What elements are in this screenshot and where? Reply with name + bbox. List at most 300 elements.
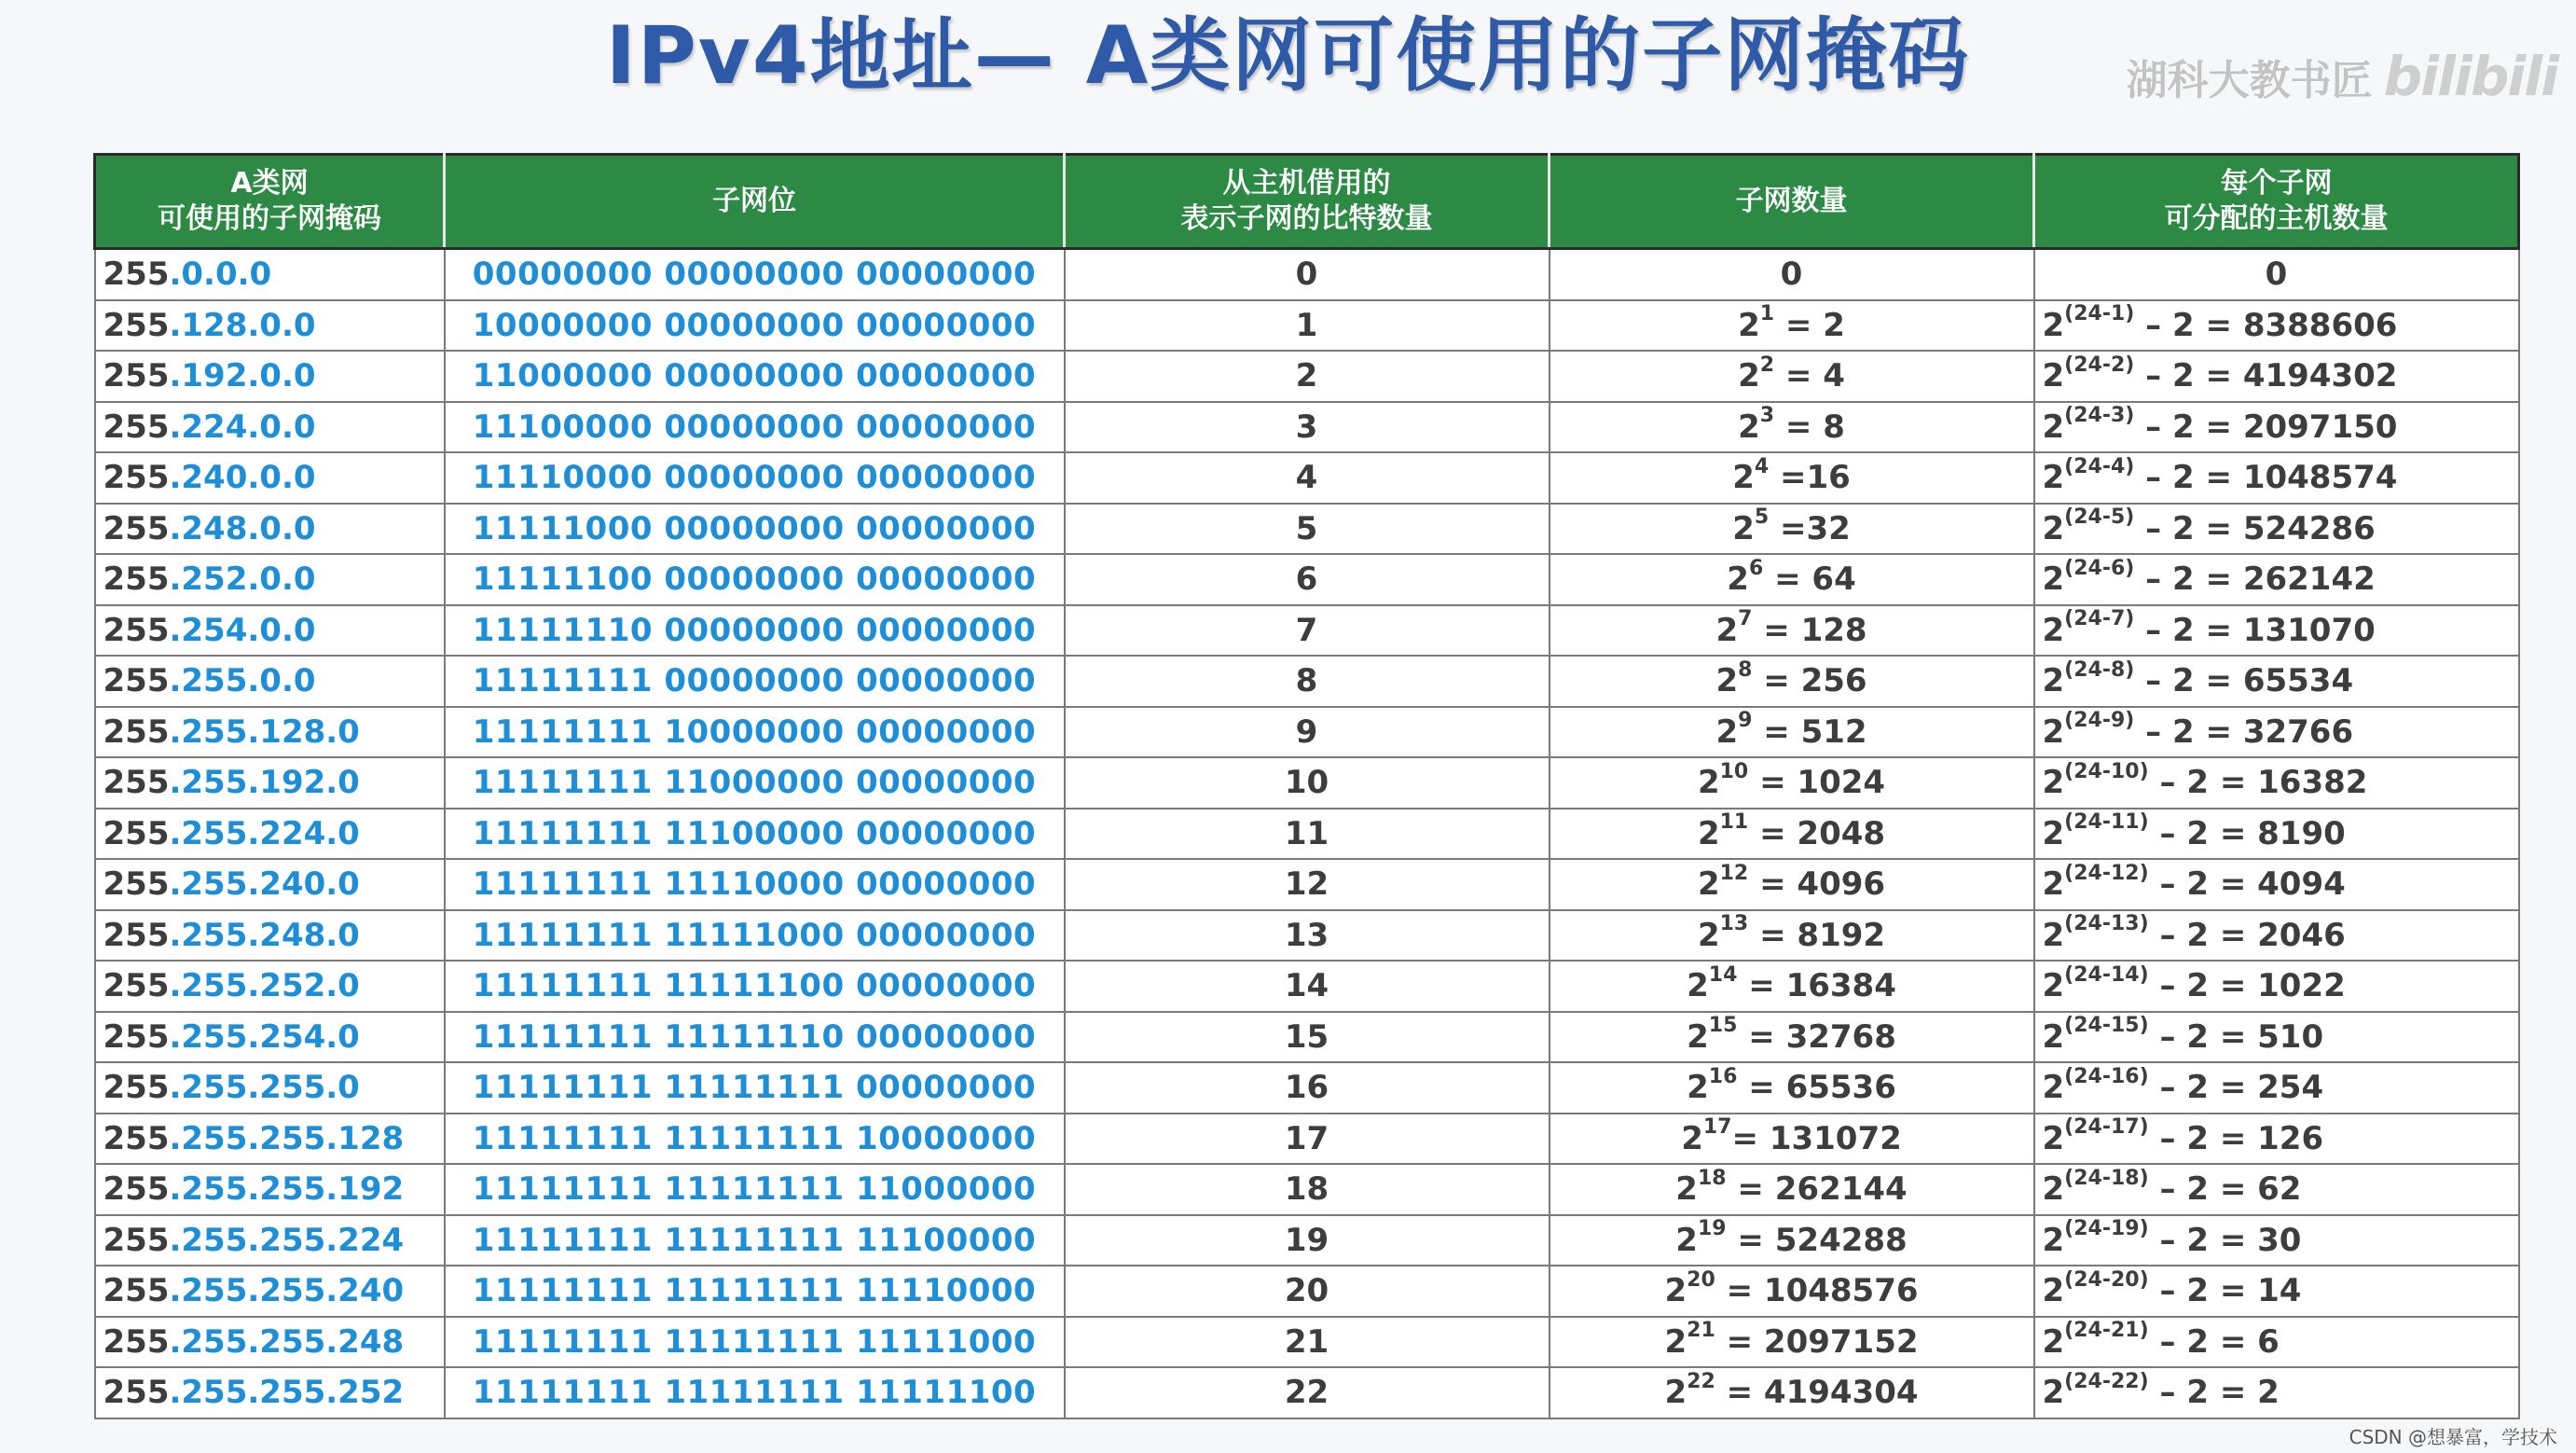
cell-subnet-bits bbox=[445, 249, 1065, 300]
subnet-mask-table bbox=[93, 153, 2520, 1419]
table-row bbox=[95, 300, 2519, 352]
cell-borrowed-bits bbox=[1065, 504, 1550, 555]
host-count-result: – 2 = 6 bbox=[2148, 1322, 2280, 1361]
mask-rest: .255.192.0 bbox=[169, 764, 360, 802]
cell-subnet-bits bbox=[445, 351, 1065, 402]
subnet-count-plain: 0 bbox=[1780, 256, 1803, 294]
cell-host-count bbox=[2034, 859, 2519, 910]
mask-prefix: 255 bbox=[103, 1017, 170, 1056]
host-count-result: – 2 = 254 bbox=[2148, 1069, 2324, 1107]
subnet-count-exponent: 10 bbox=[1719, 759, 1749, 783]
host-count-result: – 2 = 4094 bbox=[2148, 865, 2346, 904]
host-count-base: 2 bbox=[2042, 662, 2065, 700]
cell-subnet-count bbox=[1550, 656, 2034, 707]
cell-host-count bbox=[2034, 300, 2519, 352]
cell-borrowed-bits bbox=[1065, 249, 1550, 300]
subnet-count-base: 2 bbox=[1715, 713, 1739, 751]
cell-borrowed-bits bbox=[1065, 961, 1550, 1012]
subnet-count-base: 2 bbox=[1687, 1017, 1709, 1056]
subnet-bits-value: 11111111 11111111 11111100 bbox=[472, 1374, 1037, 1412]
host-count-base: 2 bbox=[2042, 459, 2065, 497]
borrowed-bits-value: 19 bbox=[1284, 1221, 1329, 1259]
cell-host-count bbox=[2034, 452, 2519, 504]
host-count-result: – 2 = 1048574 bbox=[2134, 459, 2398, 497]
borrowed-bits-value: 6 bbox=[1295, 560, 1318, 599]
subnet-bits-value: 11111111 11110000 00000000 bbox=[472, 865, 1037, 904]
table-row bbox=[95, 961, 2519, 1012]
subnet-count-base: 2 bbox=[1687, 967, 1709, 1005]
subnet-count-result: = 128 bbox=[1752, 611, 1867, 649]
host-count-exponent: (24-2) bbox=[2064, 353, 2135, 377]
host-count-base: 2 bbox=[2042, 814, 2065, 852]
mask-prefix: 255 bbox=[103, 1374, 170, 1412]
subnet-count-base: 2 bbox=[1697, 916, 1720, 954]
header-host-count-line1: 每个子网 bbox=[2220, 167, 2333, 200]
cell-host-count bbox=[2034, 910, 2519, 962]
mask-rest: .248.0.0 bbox=[169, 509, 316, 547]
cell-borrowed-bits bbox=[1065, 1114, 1550, 1165]
mask-rest: .255.255.128 bbox=[169, 1119, 405, 1157]
cell-host-count bbox=[2034, 249, 2519, 300]
host-count-result: – 2 = 524286 bbox=[2134, 509, 2376, 547]
mask-rest: .240.0.0 bbox=[169, 459, 316, 497]
cell-subnet-bits bbox=[445, 1114, 1065, 1165]
host-count-exponent: (24-10) bbox=[2064, 759, 2149, 783]
host-count-result: – 2 = 30 bbox=[2148, 1221, 2302, 1259]
cell-subnet-count bbox=[1550, 809, 2034, 860]
cell-host-count bbox=[2034, 1164, 2519, 1215]
cell-subnet-count bbox=[1550, 1367, 2034, 1418]
cell-subnet-mask bbox=[95, 1164, 445, 1215]
mask-prefix: 255 bbox=[103, 408, 170, 446]
table-row bbox=[95, 910, 2519, 962]
cell-subnet-mask bbox=[95, 351, 445, 402]
host-count-base: 2 bbox=[2042, 611, 2065, 649]
subnet-count-exponent: 6 bbox=[1748, 556, 1764, 580]
cell-subnet-bits bbox=[445, 707, 1065, 758]
cell-subnet-count bbox=[1550, 605, 2034, 657]
mask-prefix: 255 bbox=[103, 865, 170, 904]
subnet-count-result: = 65536 bbox=[1737, 1069, 1896, 1107]
host-count-exponent: (24-14) bbox=[2064, 962, 2149, 987]
cell-host-count bbox=[2034, 504, 2519, 555]
host-count-base: 2 bbox=[2042, 1119, 2065, 1157]
subnet-count-exponent: 12 bbox=[1719, 861, 1749, 885]
cell-subnet-mask bbox=[95, 707, 445, 758]
subnet-count-exponent: 3 bbox=[1759, 404, 1775, 428]
table-row bbox=[95, 1266, 2519, 1317]
cell-subnet-bits bbox=[445, 605, 1065, 657]
mask-prefix: 255 bbox=[103, 1069, 170, 1107]
cell-subnet-count bbox=[1550, 300, 2034, 352]
cell-subnet-count bbox=[1550, 757, 2034, 809]
subnet-count-exponent: 15 bbox=[1708, 1014, 1738, 1038]
cell-subnet-mask bbox=[95, 910, 445, 962]
subnet-count-result: = 1024 bbox=[1748, 764, 1886, 802]
host-count-exponent: (24-13) bbox=[2064, 912, 2149, 936]
subnet-count-exponent: 5 bbox=[1754, 505, 1770, 530]
subnet-count-result: = 2097152 bbox=[1715, 1322, 1919, 1361]
table-row bbox=[95, 1215, 2519, 1266]
subnet-bits-value: 11111111 11111110 00000000 bbox=[472, 1017, 1037, 1056]
host-count-result: – 2 = 2097150 bbox=[2134, 408, 2398, 446]
table-row bbox=[95, 809, 2519, 860]
cell-host-count bbox=[2034, 554, 2519, 605]
borrowed-bits-value: 2 bbox=[1295, 357, 1318, 395]
cell-borrowed-bits bbox=[1065, 707, 1550, 758]
cell-host-count bbox=[2034, 707, 2519, 758]
host-count-result: – 2 = 1022 bbox=[2148, 967, 2346, 1005]
cell-borrowed-bits bbox=[1065, 554, 1550, 605]
cell-host-count bbox=[2034, 1266, 2519, 1317]
subnet-count-base: 2 bbox=[1715, 611, 1739, 649]
host-count-result: – 2 = 126 bbox=[2148, 1119, 2324, 1157]
subnet-count-result: = 1048576 bbox=[1715, 1272, 1919, 1310]
mask-prefix: 255 bbox=[103, 560, 170, 599]
subnet-count-base: 2 bbox=[1675, 1170, 1698, 1209]
cell-subnet-count bbox=[1550, 1062, 2034, 1114]
host-count-result: – 2 = 131070 bbox=[2134, 611, 2376, 649]
subnet-count-result: = 8 bbox=[1774, 408, 1845, 446]
host-count-result: – 2 = 262142 bbox=[2134, 560, 2376, 599]
subnet-bits-value: 11111111 11000000 00000000 bbox=[472, 764, 1037, 802]
watermark-text: 湖科大教书匠 bbox=[2126, 57, 2373, 104]
subnet-count-exponent: 4 bbox=[1754, 454, 1770, 478]
cell-subnet-bits bbox=[445, 1062, 1065, 1114]
subnet-count-result: = 8192 bbox=[1748, 916, 1886, 954]
borrowed-bits-value: 16 bbox=[1284, 1069, 1329, 1107]
cell-host-count bbox=[2034, 1215, 2519, 1266]
subnet-bits-value: 11111111 11111000 00000000 bbox=[472, 916, 1037, 954]
cell-subnet-mask bbox=[95, 554, 445, 605]
host-count-base: 2 bbox=[2042, 1374, 2065, 1412]
host-count-base: 2 bbox=[2042, 916, 2065, 954]
host-count-result: – 2 = 16382 bbox=[2148, 764, 2368, 802]
mask-rest: .254.0.0 bbox=[169, 611, 316, 649]
mask-rest: .128.0.0 bbox=[169, 306, 316, 344]
cell-subnet-mask bbox=[95, 402, 445, 453]
host-count-base: 2 bbox=[2042, 1322, 2065, 1361]
table-row bbox=[95, 605, 2519, 657]
host-count-base: 2 bbox=[2042, 764, 2065, 802]
mask-prefix: 255 bbox=[103, 713, 170, 751]
mask-rest: .255.255.224 bbox=[169, 1221, 405, 1259]
host-count-exponent: (24-17) bbox=[2064, 1115, 2149, 1140]
subnet-mask-table-container bbox=[93, 153, 2517, 1419]
cell-subnet-bits bbox=[445, 1266, 1065, 1317]
table-row bbox=[95, 402, 2519, 453]
host-count-exponent: (24-15) bbox=[2064, 1014, 2149, 1038]
host-count-result: – 2 = 4194302 bbox=[2134, 357, 2398, 395]
subnet-count-exponent: 17 bbox=[1702, 1115, 1732, 1140]
borrowed-bits-value: 15 bbox=[1284, 1017, 1329, 1056]
subnet-count-exponent: 7 bbox=[1738, 607, 1753, 631]
host-count-result: – 2 = 8388606 bbox=[2134, 306, 2398, 344]
host-count-base: 2 bbox=[2042, 306, 2065, 344]
cell-borrowed-bits bbox=[1065, 605, 1550, 657]
mask-rest: .255.255.0 bbox=[169, 1069, 360, 1107]
subnet-count-result: = 4096 bbox=[1748, 865, 1886, 904]
subnet-count-base: 2 bbox=[1697, 814, 1720, 852]
mask-prefix: 255 bbox=[103, 306, 170, 344]
cell-subnet-count bbox=[1550, 961, 2034, 1012]
subnet-count-exponent: 16 bbox=[1708, 1064, 1738, 1088]
cell-subnet-bits bbox=[445, 1012, 1065, 1063]
subnet-count-exponent: 18 bbox=[1697, 1166, 1727, 1190]
mask-rest: .255.255.192 bbox=[169, 1170, 405, 1209]
cell-subnet-bits bbox=[445, 1317, 1065, 1368]
cell-borrowed-bits bbox=[1065, 1266, 1550, 1317]
subnet-count-exponent: 21 bbox=[1687, 1319, 1715, 1343]
subnet-count-result: = 2 bbox=[1774, 306, 1845, 344]
host-count-result: – 2 = 62 bbox=[2148, 1170, 2302, 1209]
cell-host-count bbox=[2034, 757, 2519, 809]
subnet-count-base: 2 bbox=[1738, 306, 1760, 344]
watermark bbox=[2127, 45, 2557, 108]
host-count-base: 2 bbox=[2042, 1221, 2065, 1259]
subnet-count-result: = 524288 bbox=[1726, 1221, 1908, 1259]
cell-subnet-count bbox=[1550, 1215, 2034, 1266]
cell-host-count bbox=[2034, 351, 2519, 402]
cell-subnet-count bbox=[1550, 1012, 2034, 1063]
subnet-bits-value: 11111111 11111111 11111000 bbox=[472, 1322, 1037, 1361]
cell-subnet-count bbox=[1550, 249, 2034, 300]
header-mask-line2: 可使用的子网掩码 bbox=[158, 202, 381, 235]
subnet-count-exponent: 1 bbox=[1759, 302, 1775, 326]
borrowed-bits-value: 5 bbox=[1295, 509, 1318, 547]
mask-rest: .252.0.0 bbox=[169, 560, 316, 599]
subnet-count-exponent: 19 bbox=[1697, 1217, 1727, 1241]
subnet-count-base: 2 bbox=[1675, 1221, 1698, 1259]
subnet-bits-value: 11111110 00000000 00000000 bbox=[472, 611, 1037, 649]
mask-prefix: 255 bbox=[103, 1221, 170, 1259]
subnet-count-base: 2 bbox=[1697, 865, 1720, 904]
bilibili-logo-icon: bilibili bbox=[2383, 45, 2557, 108]
host-count-base: 2 bbox=[2042, 509, 2065, 547]
mask-rest: .224.0.0 bbox=[169, 408, 316, 446]
host-count-exponent: (24-5) bbox=[2064, 505, 2135, 530]
cell-subnet-bits bbox=[445, 1367, 1065, 1418]
cell-subnet-bits bbox=[445, 554, 1065, 605]
borrowed-bits-value: 3 bbox=[1295, 408, 1318, 446]
cell-subnet-mask bbox=[95, 1062, 445, 1114]
page-title: IPv4地址— A类网可使用的子网掩码 bbox=[605, 9, 1971, 103]
cell-borrowed-bits bbox=[1065, 1317, 1550, 1368]
table-row bbox=[95, 249, 2519, 300]
subnet-count-exponent: 13 bbox=[1719, 912, 1749, 936]
cell-borrowed-bits bbox=[1065, 300, 1550, 352]
host-count-exponent: (24-22) bbox=[2064, 1369, 2149, 1393]
cell-subnet-count bbox=[1550, 504, 2034, 555]
host-count-exponent: (24-3) bbox=[2064, 404, 2135, 428]
mask-prefix: 255 bbox=[103, 1272, 170, 1310]
host-count-exponent: (24-8) bbox=[2064, 657, 2135, 682]
mask-rest: .255.224.0 bbox=[169, 814, 360, 852]
subnet-count-base: 2 bbox=[1664, 1374, 1687, 1412]
csdn-credit: CSDN @想暴富，学技术 bbox=[2349, 1426, 2557, 1448]
subnet-count-exponent: 2 bbox=[1759, 353, 1775, 377]
subnet-bits-value: 11111000 00000000 00000000 bbox=[472, 509, 1037, 547]
cell-borrowed-bits bbox=[1065, 1012, 1550, 1063]
borrowed-bits-value: 1 bbox=[1295, 306, 1318, 344]
subnet-bits-value: 00000000 00000000 00000000 bbox=[472, 256, 1037, 294]
subnet-count-result: = 512 bbox=[1752, 713, 1867, 751]
mask-prefix: 255 bbox=[103, 1322, 170, 1361]
subnet-count-exponent: 14 bbox=[1708, 962, 1738, 987]
subnet-bits-value: 11111111 11111111 11100000 bbox=[472, 1221, 1037, 1259]
mask-prefix: 255 bbox=[103, 1170, 170, 1209]
subnet-count-exponent: 9 bbox=[1738, 709, 1753, 733]
subnet-count-result: = 2048 bbox=[1748, 814, 1886, 852]
cell-borrowed-bits bbox=[1065, 1164, 1550, 1215]
borrowed-bits-value: 11 bbox=[1284, 814, 1329, 852]
mask-prefix: 255 bbox=[103, 967, 170, 1005]
cell-borrowed-bits bbox=[1065, 859, 1550, 910]
host-count-base: 2 bbox=[2042, 967, 2065, 1005]
mask-rest: .0.0.0 bbox=[169, 256, 272, 294]
borrowed-bits-value: 22 bbox=[1284, 1374, 1329, 1412]
cell-subnet-mask bbox=[95, 1012, 445, 1063]
host-count-base: 2 bbox=[2042, 865, 2065, 904]
host-count-exponent: (24-19) bbox=[2064, 1217, 2149, 1241]
header-subnet-bits bbox=[445, 155, 1065, 249]
cell-borrowed-bits bbox=[1065, 910, 1550, 962]
subnet-count-base: 2 bbox=[1697, 764, 1720, 802]
subnet-count-base: 2 bbox=[1664, 1272, 1687, 1310]
table-row bbox=[95, 1114, 2519, 1165]
borrowed-bits-value: 17 bbox=[1284, 1119, 1329, 1157]
cell-subnet-mask bbox=[95, 1266, 445, 1317]
subnet-count-result: = 16384 bbox=[1737, 967, 1896, 1005]
cell-subnet-bits bbox=[445, 1164, 1065, 1215]
host-count-base: 2 bbox=[2042, 1069, 2065, 1107]
header-host-count bbox=[2034, 155, 2519, 249]
subnet-count-exponent: 20 bbox=[1687, 1267, 1715, 1292]
borrowed-bits-value: 4 bbox=[1295, 459, 1318, 497]
subnet-bits-value: 11111111 11111100 00000000 bbox=[472, 967, 1037, 1005]
header-borrowed-bits bbox=[1065, 155, 1550, 249]
subnet-count-result: =32 bbox=[1769, 509, 1851, 547]
cell-subnet-mask bbox=[95, 452, 445, 504]
host-count-base: 2 bbox=[2042, 1017, 2065, 1056]
table-row bbox=[95, 1317, 2519, 1368]
mask-prefix: 255 bbox=[103, 916, 170, 954]
subnet-count-result: = 4 bbox=[1774, 357, 1845, 395]
table-row bbox=[95, 504, 2519, 555]
subnet-count-result: = 256 bbox=[1752, 662, 1867, 700]
cell-subnet-count bbox=[1550, 554, 2034, 605]
host-count-exponent: (24-20) bbox=[2064, 1267, 2149, 1292]
mask-prefix: 255 bbox=[103, 764, 170, 802]
cell-borrowed-bits bbox=[1065, 452, 1550, 504]
table-header-row bbox=[95, 155, 2519, 249]
host-count-exponent: (24-21) bbox=[2064, 1319, 2149, 1343]
subnet-count-exponent: 11 bbox=[1719, 810, 1749, 835]
table-row bbox=[95, 1164, 2519, 1215]
host-count-base: 2 bbox=[2042, 1272, 2065, 1310]
borrowed-bits-value: 0 bbox=[1295, 256, 1318, 294]
cell-borrowed-bits bbox=[1065, 1215, 1550, 1266]
subnet-count-base: 2 bbox=[1738, 357, 1760, 395]
subnet-count-result: = 131072 bbox=[1731, 1119, 1902, 1157]
header-borrowed-bits-line1: 从主机借用的 bbox=[1222, 167, 1391, 200]
cell-borrowed-bits bbox=[1065, 402, 1550, 453]
subnet-bits-value: 11111111 10000000 00000000 bbox=[472, 713, 1037, 751]
borrowed-bits-value: 13 bbox=[1284, 916, 1329, 954]
host-count-exponent: (24-6) bbox=[2064, 556, 2135, 580]
cell-borrowed-bits bbox=[1065, 757, 1550, 809]
subnet-bits-value: 11111111 11100000 00000000 bbox=[472, 814, 1037, 852]
mask-prefix: 255 bbox=[103, 256, 170, 294]
table-row bbox=[95, 1012, 2519, 1063]
host-count-result: – 2 = 2 bbox=[2148, 1374, 2280, 1412]
host-count-exponent: (24-9) bbox=[2064, 709, 2135, 733]
host-count-exponent: (24-7) bbox=[2064, 607, 2135, 631]
borrowed-bits-value: 12 bbox=[1284, 865, 1329, 904]
subnet-count-result: = 262144 bbox=[1726, 1170, 1908, 1209]
table-row bbox=[95, 1062, 2519, 1114]
host-count-result: – 2 = 510 bbox=[2148, 1017, 2324, 1056]
host-count-base: 2 bbox=[2042, 713, 2065, 751]
subnet-count-base: 2 bbox=[1732, 509, 1755, 547]
host-count-result: – 2 = 65534 bbox=[2134, 662, 2354, 700]
host-count-base: 2 bbox=[2042, 560, 2065, 599]
subnet-count-result: = 32768 bbox=[1737, 1017, 1896, 1056]
cell-subnet-bits bbox=[445, 402, 1065, 453]
mask-rest: .255.0.0 bbox=[169, 662, 316, 700]
subnet-count-exponent: 22 bbox=[1687, 1369, 1715, 1393]
mask-rest: .255.254.0 bbox=[169, 1017, 360, 1056]
cell-subnet-bits bbox=[445, 656, 1065, 707]
cell-subnet-mask bbox=[95, 1114, 445, 1165]
cell-host-count bbox=[2034, 605, 2519, 657]
mask-rest: .255.248.0 bbox=[169, 916, 360, 954]
mask-rest: .192.0.0 bbox=[169, 357, 316, 395]
host-count-exponent: (24-18) bbox=[2064, 1166, 2149, 1190]
borrowed-bits-value: 14 bbox=[1284, 967, 1329, 1005]
host-count-base: 2 bbox=[2042, 1170, 2065, 1209]
host-count-result: – 2 = 2046 bbox=[2148, 916, 2346, 954]
header-mask bbox=[95, 155, 445, 249]
subnet-count-result: = 64 bbox=[1763, 560, 1856, 599]
cell-host-count bbox=[2034, 402, 2519, 453]
host-count-result: – 2 = 32766 bbox=[2134, 713, 2354, 751]
table-row bbox=[95, 859, 2519, 910]
mask-prefix: 255 bbox=[103, 357, 170, 395]
cell-host-count bbox=[2034, 1012, 2519, 1063]
mask-rest: .255.255.248 bbox=[169, 1322, 405, 1361]
table-row bbox=[95, 1367, 2519, 1418]
mask-prefix: 255 bbox=[103, 509, 170, 547]
mask-prefix: 255 bbox=[103, 662, 170, 700]
mask-rest: .255.252.0 bbox=[169, 967, 360, 1005]
cell-host-count bbox=[2034, 1114, 2519, 1165]
cell-subnet-count bbox=[1550, 351, 2034, 402]
host-count-exponent: (24-11) bbox=[2064, 810, 2149, 835]
cell-borrowed-bits bbox=[1065, 351, 1550, 402]
mask-prefix: 255 bbox=[103, 459, 170, 497]
host-count-result: – 2 = 8190 bbox=[2148, 814, 2346, 852]
cell-subnet-mask bbox=[95, 961, 445, 1012]
host-count-exponent: (24-16) bbox=[2064, 1064, 2149, 1088]
cell-subnet-bits bbox=[445, 961, 1065, 1012]
cell-subnet-bits bbox=[445, 809, 1065, 860]
subnet-count-exponent: 8 bbox=[1738, 657, 1753, 682]
cell-host-count bbox=[2034, 961, 2519, 1012]
mask-rest: .255.128.0 bbox=[169, 713, 360, 751]
subnet-bits-value: 11111111 11111111 11000000 bbox=[472, 1170, 1037, 1209]
cell-subnet-bits bbox=[445, 757, 1065, 809]
